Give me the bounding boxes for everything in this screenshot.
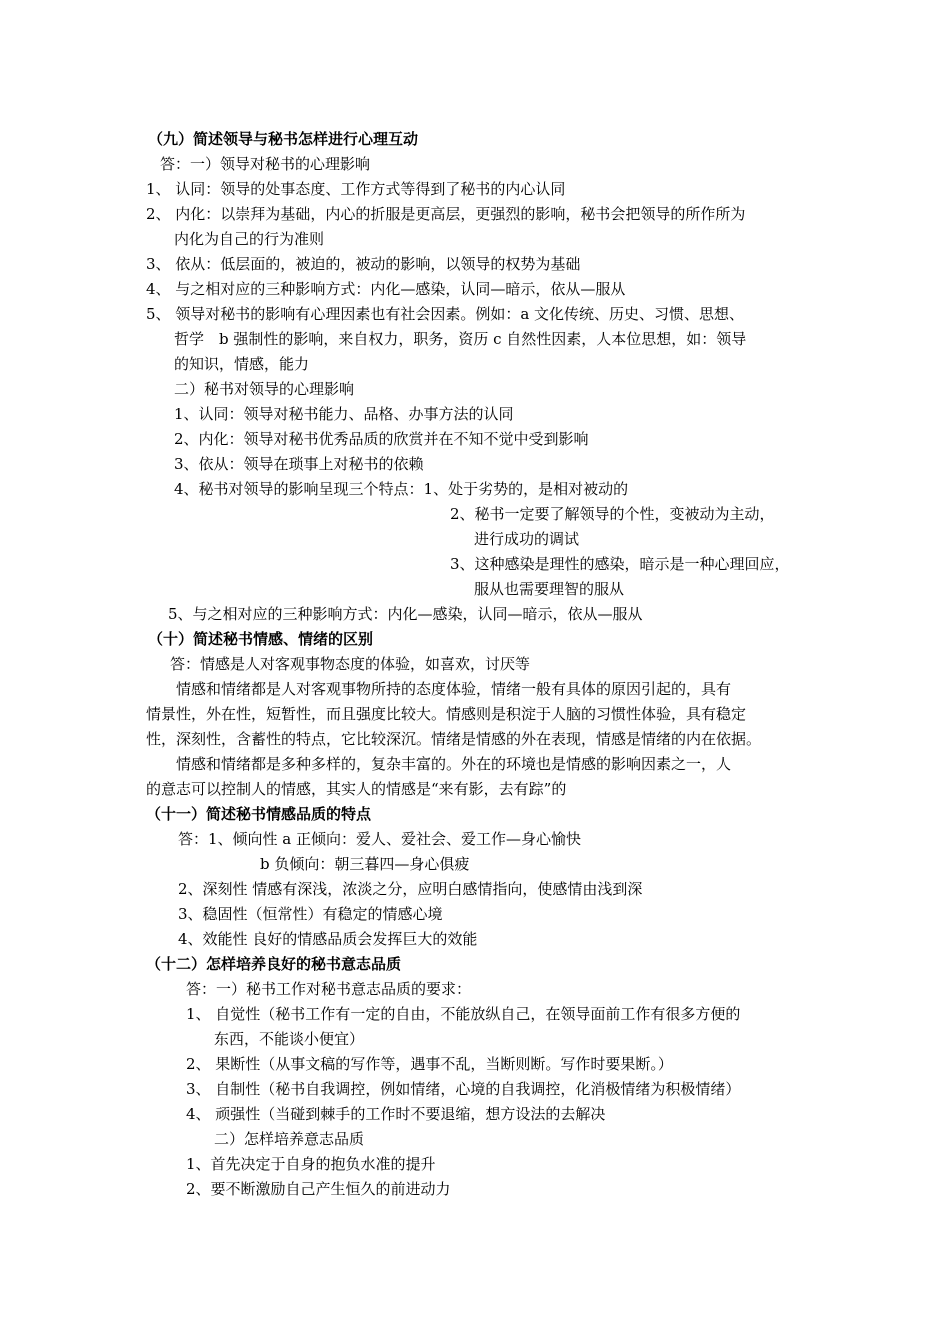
section-10-paragraph-2-line-1: 情感和情绪都是多种多样的，复杂丰富的。外在的环境也是情感的影响因素之一，人 — [176, 755, 732, 773]
section-12-item-1-cont: 东西，不能谈小便宜） — [214, 1030, 365, 1048]
section-9-sub-item-4-point-2-cont: 进行成功的调试 — [474, 530, 580, 548]
section-12-answer-1: 答：一）秘书工作对秘书意志品质的要求： — [186, 980, 472, 998]
section-10-paragraph-1-line-3: 性，深刻性，含蓄性的特点，它比较深沉。情绪是情感的外在表现，情感是情绪的内在依据。 — [146, 730, 762, 748]
section-10-answer: 答：情感是人对客观事物态度的体验，如喜欢，讨厌等 — [170, 655, 531, 673]
section-9-item-5-cont-1: 哲学 b 强制性的影响，来自权力，职务，资历 c 自然性因素，人本位思想，如：领导 — [174, 330, 747, 348]
section-10-paragraph-1-line-2: 情景性，外在性，短暂性，而且强度比较大。情感则是积淀于人脑的习惯性体验，具有稳定 — [146, 705, 747, 723]
section-12-item-4: 4、 顽强性（当碰到棘手的工作时不要退缩，想方设法的去解决 — [186, 1105, 606, 1123]
section-9-item-4: 4、 与之相对应的三种影响方式：内化—感染，认同—暗示，依从—服从 — [146, 280, 626, 298]
section-12-sub-item-1: 1、首先决定于自身的抱负水准的提升 — [186, 1155, 436, 1173]
section-12-item-1: 1、 自觉性（秘书工作有一定的自由，不能放纵自己，在领导面前工作有很多方便的 — [186, 1005, 741, 1023]
section-9-sub-item-4-point-3: 3、这种感染是理性的感染，暗示是一种心理回应， — [450, 555, 790, 573]
section-9-sub-item-4-point-2: 2、秘书一定要了解领导的个性，变被动为主动， — [450, 505, 775, 523]
section-12-answer-2: 二）怎样培养意志品质 — [214, 1130, 365, 1148]
section-9-title: （九）简述领导与秘书怎样进行心理互动 — [148, 130, 419, 148]
section-11-item-2: 2、深刻性 情感有深浅，浓淡之分，应明白感情指向，使感情由浅到深 — [178, 880, 643, 898]
section-9-answer-1: 答：一）领导对秘书的心理影响 — [160, 155, 371, 173]
section-11-item-3: 3、稳固性（恒常性）有稳定的情感心境 — [178, 905, 443, 923]
section-9-item-3: 3、 依从：低层面的，被迫的，被动的影响，以领导的权势为基础 — [146, 255, 581, 273]
section-11-answer-1: 答：1、倾向性 a 正倾向：爱人、爱社会、爱工作—身心愉快 — [178, 830, 582, 848]
section-11-title: （十一）简述秘书情感品质的特点 — [146, 805, 372, 823]
section-9-item-5-cont-2: 的知识，情感，能力 — [174, 355, 310, 373]
section-9-item-2-cont: 内化为自己的行为准则 — [174, 230, 325, 248]
section-12-sub-item-2: 2、要不断激励自己产生恒久的前进动力 — [186, 1180, 451, 1198]
section-10-title: （十）简述秘书情感、情绪的区别 — [148, 630, 374, 648]
section-9-answer-2: 二）秘书对领导的心理影响 — [174, 380, 355, 398]
section-11-answer-1-b: b 负倾向：朝三暮四—身心俱疲 — [260, 855, 470, 873]
section-10-paragraph-2-line-2: 的意志可以控制人的情感，其实人的情感是“来有影，去有踪”的 — [146, 780, 567, 798]
section-10-paragraph-1-line-1: 情感和情绪都是人对客观事物所持的态度体验，情绪一般有具体的原因引起的，具有 — [176, 680, 732, 698]
section-12-title: （十二）怎样培养良好的秘书意志品质 — [146, 955, 402, 973]
section-9-item-1: 1、 认同：领导的处事态度、工作方式等得到了秘书的内心认同 — [146, 180, 566, 198]
section-9-sub-item-2: 2、内化：领导对秘书优秀品质的欣赏并在不知不觉中受到影响 — [174, 430, 589, 448]
section-9-item-2: 2、 内化：以崇拜为基础，内心的折服是更高层，更强烈的影响，秘书会把领导的所作所为 — [146, 205, 746, 223]
section-9-item-5: 5、 领导对秘书的影响有心理因素也有社会因素。例如：a 文化传统、历史、习惯、思想、 — [146, 305, 745, 323]
section-9-sub-item-3: 3、依从：领导在琐事上对秘书的依赖 — [174, 455, 424, 473]
section-12-item-2: 2、 果断性（从事文稿的写作等，遇事不乱，当断则断。写作时要果断。） — [186, 1055, 673, 1073]
section-12-item-3: 3、 自制性（秘书自我调控，例如情绪，心境的自我调控，化消极情绪为积极情绪） — [186, 1080, 741, 1098]
section-9-sub-item-4-point-3-cont: 服从也需要理智的服从 — [474, 580, 625, 598]
section-9-sub-item-1: 1、认同：领导对秘书能力、品格、办事方法的认同 — [174, 405, 514, 423]
section-11-item-4: 4、效能性 良好的情感品质会发挥巨大的效能 — [178, 930, 478, 948]
section-9-sub-item-5: 5、与之相对应的三种影响方式：内化—感染，认同—暗示，依从—服从 — [168, 605, 643, 623]
section-9-sub-item-4: 4、秘书对领导的影响呈现三个特点：1、处于劣势的，是相对被动的 — [174, 480, 629, 498]
